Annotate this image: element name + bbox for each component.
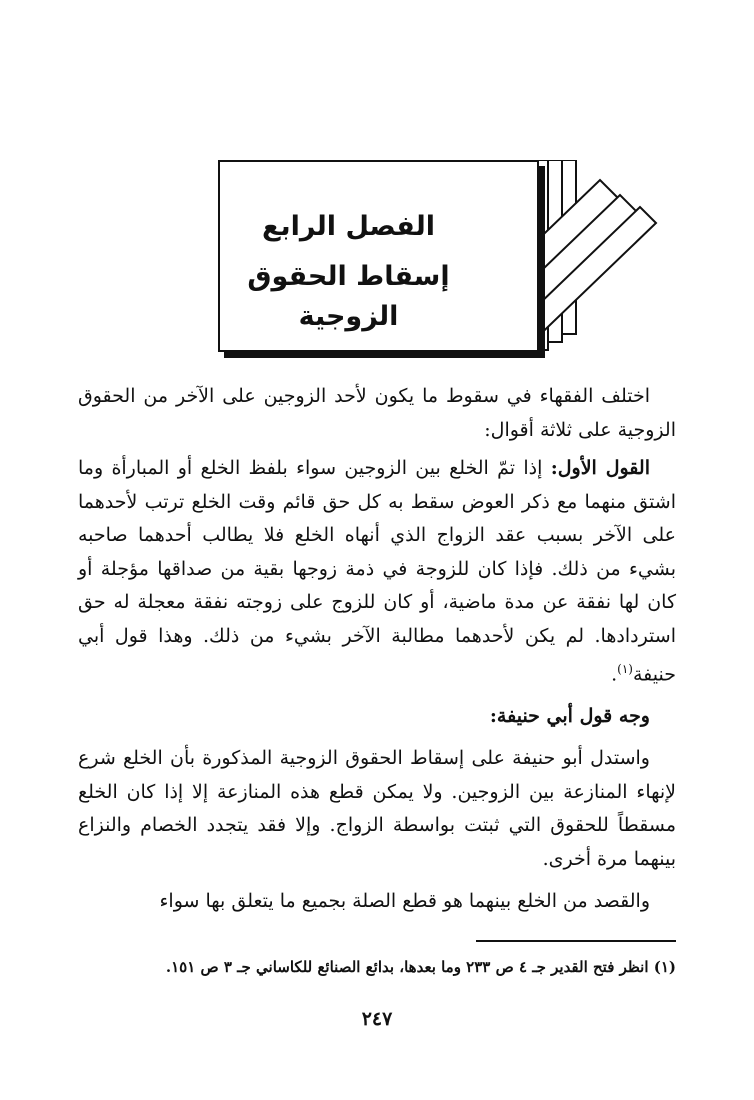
chapter-title: الفصل الرابع [262, 211, 435, 242]
first-opinion-paragraph: القول الأول: إذا تمّ الخلع بين الزوجين سواء بلفظ الخلع أو المبارأة وما اشتق منهما مع ذكر العوض سقط به كل حق قائم وقت الخلع ترتب لأحدهما على الآخر بسبب عقد الزواج الذي أنهاه الخلع فلا يطالب أحدهما صاحبه بشيء من ذلك. فإذا كان للزوجة في ذمة زوجها بقية من صداقها مؤجلة أو كان لها نفقة عن مدة ماضية، أو كان للزوج على زوجته نفقة معجلة له حق استردادها. لم يكن لأحدهما مطالبة الآخر بشيء من ذلك. وهذا قول أبي حنيفة$^{(١)}$. [78, 457, 676, 686]
footnote-separator [476, 940, 676, 942]
chapter-heading-box [218, 160, 539, 352]
section-heading-text: وجه قول أبي حنيفة: [489, 705, 650, 727]
section-heading [78, 700, 676, 734]
argument-text: واستدل أبو حنيفة على إسقاط الحقوق الزوجية المذكورة بأن الخلع شرع لإنهاء المنازعة بين الزوجين. ولا يمكن قطع هذه المنازعة إلا إذا كان الخلع مسقطاً للحقوق التي ثبتت بواسطة الزواج. وإلا فقد يتجدد الخصام والنزاع بينهما مرة أخرى. [78, 747, 676, 870]
footnote: (١) انظر فتح القدير جـ ٤ ص ٢٣٣ وما بعدها، بدائع الصنائع للكاساني جـ ٣ ص ١٥١. [165, 958, 676, 976]
continuation-text: والقصد من الخلع بينهما هو قطع الصلة بجميع ما يتعلق بها سواء [159, 890, 650, 912]
footnote-reference[interactable]: (١) [617, 662, 633, 676]
chapter-subtitle: إسقاط الحقوق الزوجية [247, 261, 450, 332]
argument-paragraph [78, 742, 676, 876]
continuation-paragraph [78, 885, 676, 919]
first-opinion-label: القول الأول: [550, 457, 650, 479]
first-opinion-text: إذا تمّ الخلع بين الزوجين سواء بلفظ الخلع أو المبارأة وما اشتق منهما مع ذكر العوض سقط به كل حق قائم وقت الخلع ترتب لأحدهما على الآخر بسبب عقد الزواج الذي أنهاه الخلع فلا يطالب أحدهما صاحبه بشيء من ذلك. فإذا كان للزوجة في ذمة زوجها بقية من صداقها مؤجلة أو كان لها نفقة عن مدة ماضية، أو كان للزوج على زوجته نفقة معجلة له حق استردادها. لم يكن لأحدهما مطالبة الآخر بشيء من ذلك. وهذا قول أبي حنيفة [78, 457, 676, 686]
intro-text: اختلف الفقهاء في سقوط ما يكون لأحد الزوجين على الآخر من الحقوق الزوجية على ثلاثة أقوال: [78, 385, 676, 441]
intro-paragraph [78, 380, 676, 447]
page-number: ٢٤٧ [361, 1008, 393, 1030]
